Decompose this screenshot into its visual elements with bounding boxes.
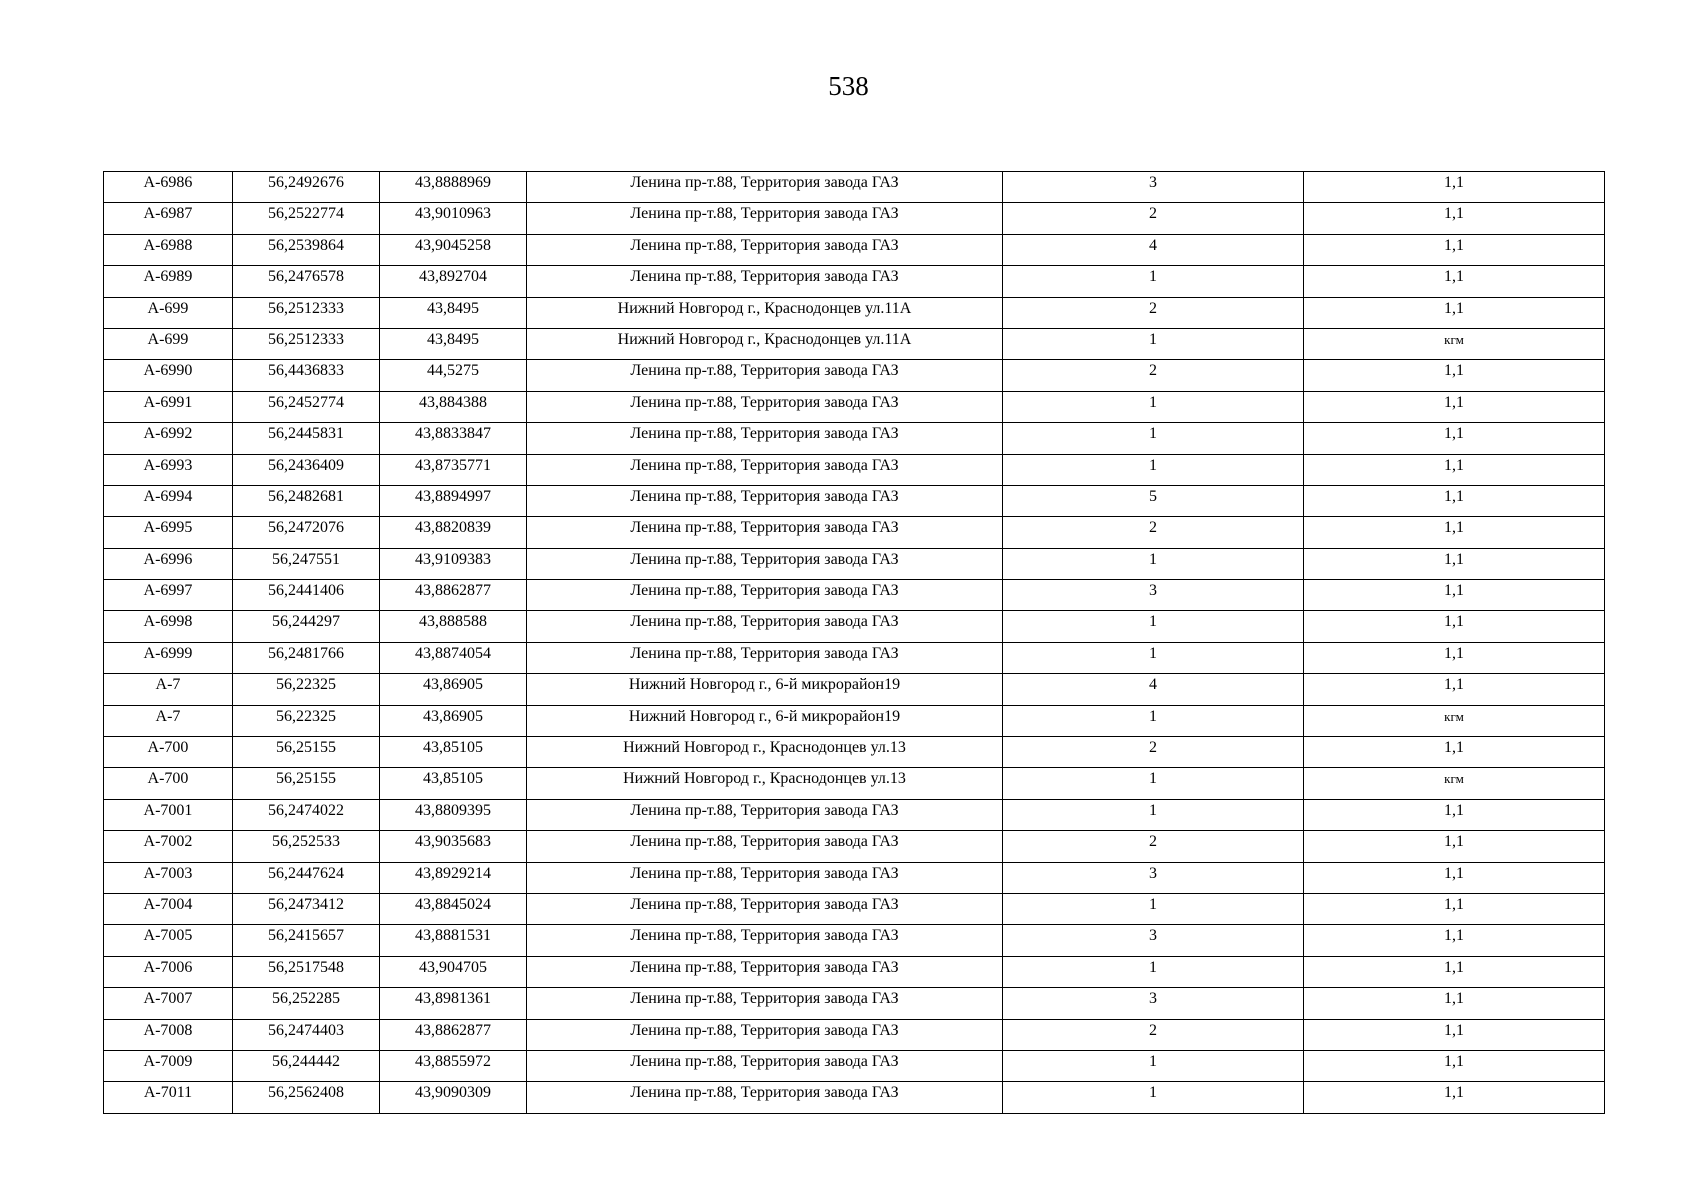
cell-quantity: 2 xyxy=(1003,203,1304,234)
cell-latitude: 56,2517548 xyxy=(233,956,380,987)
cell-unit: 1,1 xyxy=(1304,485,1605,516)
cell-quantity: 1 xyxy=(1003,611,1304,642)
cell-unit: 1,1 xyxy=(1304,391,1605,422)
cell-code: А-6988 xyxy=(104,234,233,265)
cell-address: Ленина пр-т.88, Территория завода ГАЗ xyxy=(527,517,1003,548)
table-row xyxy=(104,768,1605,799)
cell-unit: 1,1 xyxy=(1304,956,1605,987)
cell-code: А-6987 xyxy=(104,203,233,234)
cell-latitude: 56,2473412 xyxy=(233,893,380,924)
table-row xyxy=(104,391,1605,422)
cell-unit: 1,1 xyxy=(1304,893,1605,924)
data-table xyxy=(103,171,1605,1114)
cell-longitude: 43,8929214 xyxy=(380,862,527,893)
cell-longitude: 43,8855972 xyxy=(380,1050,527,1081)
cell-latitude: 56,2476578 xyxy=(233,266,380,297)
cell-longitude: 43,8888969 xyxy=(380,172,527,203)
cell-address: Ленина пр-т.88, Территория завода ГАЗ xyxy=(527,172,1003,203)
cell-code: А-6990 xyxy=(104,360,233,391)
table-row xyxy=(104,831,1605,862)
cell-code: А-699 xyxy=(104,297,233,328)
cell-latitude: 56,2481766 xyxy=(233,642,380,673)
cell-code: А-6996 xyxy=(104,548,233,579)
cell-latitude: 56,244442 xyxy=(233,1050,380,1081)
cell-latitude: 56,2472076 xyxy=(233,517,380,548)
page-number: 538 xyxy=(828,71,869,101)
cell-unit: 1,1 xyxy=(1304,1082,1605,1113)
table-row xyxy=(104,423,1605,454)
table-row xyxy=(104,642,1605,673)
cell-latitude: 56,4436833 xyxy=(233,360,380,391)
table-row xyxy=(104,988,1605,1019)
table-row xyxy=(104,611,1605,642)
cell-address: Ленина пр-т.88, Территория завода ГАЗ xyxy=(527,203,1003,234)
cell-quantity: 3 xyxy=(1003,925,1304,956)
cell-latitude: 56,22325 xyxy=(233,674,380,705)
cell-latitude: 56,2441406 xyxy=(233,580,380,611)
cell-unit: кгм xyxy=(1304,768,1605,799)
cell-quantity: 2 xyxy=(1003,297,1304,328)
cell-quantity: 1 xyxy=(1003,548,1304,579)
cell-code: А-7 xyxy=(104,705,233,736)
cell-code: А-7004 xyxy=(104,893,233,924)
cell-code: А-7008 xyxy=(104,1019,233,1050)
cell-latitude: 56,2492676 xyxy=(233,172,380,203)
cell-latitude: 56,2539864 xyxy=(233,234,380,265)
table-row xyxy=(104,893,1605,924)
table-row xyxy=(104,674,1605,705)
cell-address: Ленина пр-т.88, Территория завода ГАЗ xyxy=(527,988,1003,1019)
table-row xyxy=(104,360,1605,391)
cell-unit: 1,1 xyxy=(1304,580,1605,611)
cell-address: Нижний Новгород г., 6-й микрорайон19 xyxy=(527,705,1003,736)
cell-longitude: 43,8881531 xyxy=(380,925,527,956)
cell-longitude: 43,8735771 xyxy=(380,454,527,485)
cell-address: Нижний Новгород г., Краснодонцев ул.13 xyxy=(527,737,1003,768)
cell-unit: кгм xyxy=(1304,328,1605,359)
cell-longitude: 43,8845024 xyxy=(380,893,527,924)
cell-quantity: 1 xyxy=(1003,1050,1304,1081)
cell-unit: 1,1 xyxy=(1304,234,1605,265)
cell-address: Ленина пр-т.88, Территория завода ГАЗ xyxy=(527,454,1003,485)
cell-quantity: 1 xyxy=(1003,266,1304,297)
cell-unit: 1,1 xyxy=(1304,611,1605,642)
cell-unit: 1,1 xyxy=(1304,1019,1605,1050)
cell-longitude: 43,884388 xyxy=(380,391,527,422)
cell-address: Ленина пр-т.88, Территория завода ГАЗ xyxy=(527,956,1003,987)
cell-code: А-6998 xyxy=(104,611,233,642)
cell-code: А-7005 xyxy=(104,925,233,956)
cell-address: Нижний Новгород г., Краснодонцев ул.13 xyxy=(527,768,1003,799)
cell-address: Нижний Новгород г., Краснодонцев ул.11А xyxy=(527,328,1003,359)
cell-unit: 1,1 xyxy=(1304,831,1605,862)
cell-quantity: 3 xyxy=(1003,988,1304,1019)
cell-code: А-7 xyxy=(104,674,233,705)
cell-latitude: 56,2436409 xyxy=(233,454,380,485)
table-row xyxy=(104,1082,1605,1113)
table-row xyxy=(104,172,1605,203)
cell-code: А-6997 xyxy=(104,580,233,611)
cell-latitude: 56,2415657 xyxy=(233,925,380,956)
cell-latitude: 56,2447624 xyxy=(233,862,380,893)
cell-unit: 1,1 xyxy=(1304,642,1605,673)
table-row xyxy=(104,862,1605,893)
cell-latitude: 56,25155 xyxy=(233,737,380,768)
cell-latitude: 56,2482681 xyxy=(233,485,380,516)
cell-code: А-6995 xyxy=(104,517,233,548)
table-row xyxy=(104,485,1605,516)
cell-latitude: 56,2474022 xyxy=(233,799,380,830)
table-row xyxy=(104,548,1605,579)
cell-quantity: 2 xyxy=(1003,1019,1304,1050)
cell-latitude: 56,2512333 xyxy=(233,297,380,328)
cell-quantity: 1 xyxy=(1003,423,1304,454)
cell-address: Ленина пр-т.88, Территория завода ГАЗ xyxy=(527,391,1003,422)
cell-longitude: 43,8833847 xyxy=(380,423,527,454)
cell-latitude: 56,2512333 xyxy=(233,328,380,359)
cell-quantity: 1 xyxy=(1003,454,1304,485)
table-row xyxy=(104,266,1605,297)
cell-latitude: 56,2474403 xyxy=(233,1019,380,1050)
cell-quantity: 2 xyxy=(1003,737,1304,768)
cell-longitude: 43,9010963 xyxy=(380,203,527,234)
cell-quantity: 1 xyxy=(1003,956,1304,987)
cell-code: А-7003 xyxy=(104,862,233,893)
table-row xyxy=(104,517,1605,548)
cell-unit: 1,1 xyxy=(1304,360,1605,391)
table-row xyxy=(104,956,1605,987)
cell-latitude: 56,2452774 xyxy=(233,391,380,422)
cell-longitude: 44,5275 xyxy=(380,360,527,391)
cell-longitude: 43,9045258 xyxy=(380,234,527,265)
cell-longitude: 43,892704 xyxy=(380,266,527,297)
cell-longitude: 43,86905 xyxy=(380,705,527,736)
cell-unit: 1,1 xyxy=(1304,172,1605,203)
table-row xyxy=(104,705,1605,736)
cell-code: А-6993 xyxy=(104,454,233,485)
table-row xyxy=(104,234,1605,265)
cell-address: Ленина пр-т.88, Территория завода ГАЗ xyxy=(527,423,1003,454)
cell-code: А-7011 xyxy=(104,1082,233,1113)
cell-code: А-7001 xyxy=(104,799,233,830)
table-row xyxy=(104,737,1605,768)
cell-longitude: 43,8894997 xyxy=(380,485,527,516)
cell-address: Ленина пр-т.88, Территория завода ГАЗ xyxy=(527,893,1003,924)
cell-address: Ленина пр-т.88, Территория завода ГАЗ xyxy=(527,831,1003,862)
cell-latitude: 56,244297 xyxy=(233,611,380,642)
table-row xyxy=(104,297,1605,328)
cell-latitude: 56,252285 xyxy=(233,988,380,1019)
cell-longitude: 43,8809395 xyxy=(380,799,527,830)
cell-quantity: 1 xyxy=(1003,799,1304,830)
cell-quantity: 1 xyxy=(1003,391,1304,422)
cell-unit: 1,1 xyxy=(1304,203,1605,234)
cell-quantity: 4 xyxy=(1003,674,1304,705)
cell-address: Ленина пр-т.88, Территория завода ГАЗ xyxy=(527,611,1003,642)
cell-unit: 1,1 xyxy=(1304,297,1605,328)
cell-code: А-7007 xyxy=(104,988,233,1019)
cell-longitude: 43,8874054 xyxy=(380,642,527,673)
cell-code: А-6986 xyxy=(104,172,233,203)
cell-address: Ленина пр-т.88, Территория завода ГАЗ xyxy=(527,548,1003,579)
cell-code: А-6999 xyxy=(104,642,233,673)
cell-longitude: 43,8820839 xyxy=(380,517,527,548)
cell-quantity: 1 xyxy=(1003,1082,1304,1113)
cell-address: Нижний Новгород г., 6-й микрорайон19 xyxy=(527,674,1003,705)
cell-latitude: 56,2562408 xyxy=(233,1082,380,1113)
cell-unit: 1,1 xyxy=(1304,266,1605,297)
cell-code: А-6994 xyxy=(104,485,233,516)
cell-unit: 1,1 xyxy=(1304,862,1605,893)
cell-address: Ленина пр-т.88, Территория завода ГАЗ xyxy=(527,1082,1003,1113)
cell-code: А-7009 xyxy=(104,1050,233,1081)
cell-address: Ленина пр-т.88, Территория завода ГАЗ xyxy=(527,580,1003,611)
cell-longitude: 43,9109383 xyxy=(380,548,527,579)
cell-unit: 1,1 xyxy=(1304,423,1605,454)
cell-code: А-6989 xyxy=(104,266,233,297)
cell-quantity: 4 xyxy=(1003,234,1304,265)
cell-latitude: 56,252533 xyxy=(233,831,380,862)
cell-address: Ленина пр-т.88, Территория завода ГАЗ xyxy=(527,1019,1003,1050)
cell-longitude: 43,86905 xyxy=(380,674,527,705)
cell-quantity: 1 xyxy=(1003,328,1304,359)
cell-unit: кгм xyxy=(1304,705,1605,736)
cell-longitude: 43,8495 xyxy=(380,328,527,359)
table-row xyxy=(104,203,1605,234)
cell-code: А-700 xyxy=(104,768,233,799)
cell-longitude: 43,888588 xyxy=(380,611,527,642)
cell-code: А-6991 xyxy=(104,391,233,422)
cell-longitude: 43,8495 xyxy=(380,297,527,328)
cell-quantity: 1 xyxy=(1003,705,1304,736)
cell-address: Нижний Новгород г., Краснодонцев ул.11А xyxy=(527,297,1003,328)
cell-longitude: 43,8862877 xyxy=(380,580,527,611)
cell-address: Ленина пр-т.88, Территория завода ГАЗ xyxy=(527,642,1003,673)
cell-latitude: 56,2522774 xyxy=(233,203,380,234)
table-row xyxy=(104,799,1605,830)
table-row xyxy=(104,925,1605,956)
cell-latitude: 56,2445831 xyxy=(233,423,380,454)
table-row xyxy=(104,580,1605,611)
cell-quantity: 1 xyxy=(1003,893,1304,924)
cell-quantity: 3 xyxy=(1003,862,1304,893)
cell-quantity: 5 xyxy=(1003,485,1304,516)
cell-address: Ленина пр-т.88, Территория завода ГАЗ xyxy=(527,360,1003,391)
cell-address: Ленина пр-т.88, Территория завода ГАЗ xyxy=(527,234,1003,265)
cell-address: Ленина пр-т.88, Территория завода ГАЗ xyxy=(527,925,1003,956)
cell-code: А-7002 xyxy=(104,831,233,862)
cell-unit: 1,1 xyxy=(1304,517,1605,548)
cell-longitude: 43,9035683 xyxy=(380,831,527,862)
cell-code: А-700 xyxy=(104,737,233,768)
cell-unit: 1,1 xyxy=(1304,799,1605,830)
cell-quantity: 1 xyxy=(1003,642,1304,673)
cell-address: Ленина пр-т.88, Территория завода ГАЗ xyxy=(527,1050,1003,1081)
cell-longitude: 43,85105 xyxy=(380,768,527,799)
cell-quantity: 2 xyxy=(1003,517,1304,548)
cell-unit: 1,1 xyxy=(1304,925,1605,956)
table-row xyxy=(104,328,1605,359)
cell-unit: 1,1 xyxy=(1304,674,1605,705)
cell-longitude: 43,8981361 xyxy=(380,988,527,1019)
cell-quantity: 1 xyxy=(1003,768,1304,799)
cell-unit: 1,1 xyxy=(1304,737,1605,768)
cell-quantity: 3 xyxy=(1003,172,1304,203)
cell-longitude: 43,9090309 xyxy=(380,1082,527,1113)
cell-unit: 1,1 xyxy=(1304,988,1605,1019)
cell-longitude: 43,8862877 xyxy=(380,1019,527,1050)
table-row xyxy=(104,1019,1605,1050)
cell-latitude: 56,22325 xyxy=(233,705,380,736)
cell-latitude: 56,25155 xyxy=(233,768,380,799)
cell-longitude: 43,904705 xyxy=(380,956,527,987)
table-row xyxy=(104,1050,1605,1081)
cell-address: Ленина пр-т.88, Территория завода ГАЗ xyxy=(527,266,1003,297)
cell-quantity: 3 xyxy=(1003,580,1304,611)
cell-code: А-7006 xyxy=(104,956,233,987)
table-body xyxy=(104,172,1605,1114)
cell-unit: 1,1 xyxy=(1304,548,1605,579)
cell-unit: 1,1 xyxy=(1304,454,1605,485)
cell-address: Ленина пр-т.88, Территория завода ГАЗ xyxy=(527,485,1003,516)
cell-quantity: 2 xyxy=(1003,831,1304,862)
cell-address: Ленина пр-т.88, Территория завода ГАЗ xyxy=(527,862,1003,893)
cell-latitude: 56,247551 xyxy=(233,548,380,579)
cell-quantity: 2 xyxy=(1003,360,1304,391)
cell-code: А-699 xyxy=(104,328,233,359)
cell-unit: 1,1 xyxy=(1304,1050,1605,1081)
cell-address: Ленина пр-т.88, Территория завода ГАЗ xyxy=(527,799,1003,830)
cell-code: А-6992 xyxy=(104,423,233,454)
cell-longitude: 43,85105 xyxy=(380,737,527,768)
table-row xyxy=(104,454,1605,485)
